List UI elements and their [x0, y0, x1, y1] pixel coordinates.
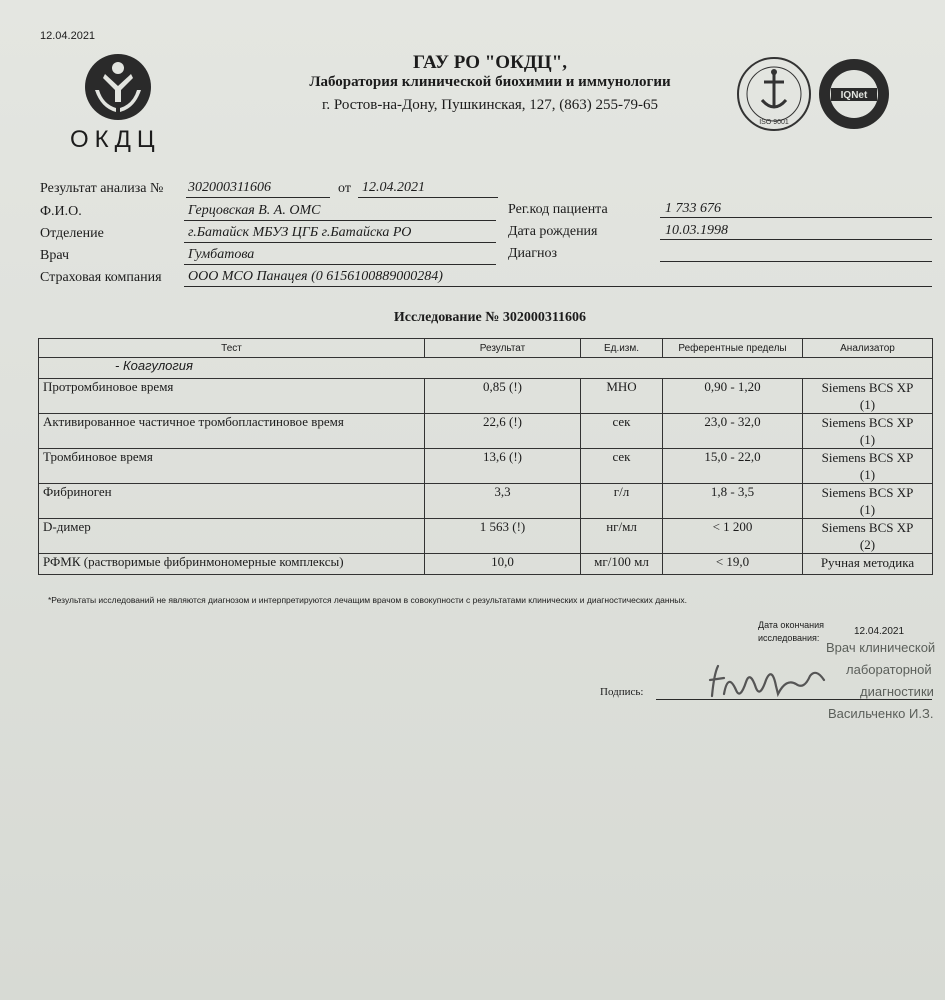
completion-date-label: Дата окончания исследования: [758, 620, 825, 643]
reference-range-cell: 23,0 - 32,0 [663, 414, 803, 449]
column-header-reference: Референтные пределы [663, 339, 803, 358]
reference-range-cell: 0,90 - 1,20 [663, 379, 803, 414]
reference-range-cell: 15,0 - 22,0 [663, 449, 803, 484]
analyzer-name: Siemens BCS XP [821, 450, 914, 465]
column-header-analyzer: Анализатор [803, 339, 933, 358]
regcode-label: Рег.код пациента [508, 202, 608, 217]
unit-cell: г/л [581, 484, 663, 519]
result-cell: 10,0 [425, 554, 581, 575]
completion-date: 12.04.2021 [854, 626, 905, 637]
test-name-cell: Тромбиновое время [39, 449, 425, 484]
okdc-logo-text: ОКДЦ [70, 126, 161, 153]
analyzer-name: Siemens BCS XP [821, 520, 914, 535]
lab-name: Лаборатория клинической биохимии и иммунологии [309, 74, 671, 90]
analysis-date: 12.04.2021 [362, 180, 425, 195]
reference-range-cell: < 1 200 [663, 519, 803, 554]
underline [184, 242, 496, 243]
table-row [39, 414, 933, 449]
org-name: ГАУ РО "ОКДЦ", [412, 52, 568, 73]
diagnosis-label: Диагноз [508, 246, 558, 261]
unit-cell: сек [581, 414, 663, 449]
table-row [39, 449, 933, 484]
okdc-logo [64, 52, 174, 158]
table-row [39, 379, 933, 414]
underline [660, 217, 932, 218]
analyzer-note: (1) [859, 397, 876, 412]
fio-label: Ф.И.О. [40, 204, 82, 219]
underline [186, 197, 330, 198]
test-name-cell: Протромбиновое время [39, 379, 425, 414]
test-name-cell: D-димер [39, 519, 425, 554]
insurance-value: ООО МСО Панацея (0 6156100889000284) [188, 269, 443, 284]
test-name-cell: Активированное частичное тромбопластиновое время [39, 414, 425, 449]
analyzer-cell [803, 519, 933, 554]
analyzer-cell [803, 449, 933, 484]
analysis-number-label: Результат анализа № [40, 181, 164, 196]
analyzer-name: Siemens BCS XP [821, 485, 914, 500]
regcode-value: 1 733 676 [665, 201, 721, 216]
stamp-line: лабораторной [846, 662, 932, 677]
column-header-result: Результат [425, 339, 581, 358]
department-label: Отделение [40, 226, 104, 241]
result-cell: 1 563 (!) [425, 519, 581, 554]
analysis-date-label: от [338, 181, 351, 196]
birthdate-label: Дата рождения [508, 224, 598, 239]
analyzer-note: (1) [859, 502, 876, 517]
analyzer-cell [803, 554, 933, 575]
analyzer-note: (2) [859, 537, 876, 552]
table-row [39, 554, 933, 575]
analyzer-name: Siemens BCS XP [821, 415, 914, 430]
underline [184, 220, 496, 221]
fio-value: Герцовская В. А. ОМС [188, 203, 321, 218]
result-cell: 0,85 (!) [425, 379, 581, 414]
underline [184, 286, 932, 287]
underline [660, 239, 932, 240]
analyzer-cell [803, 379, 933, 414]
disclaimer-footnote: *Результаты исследований не являются диагнозом и интерпретируются лечащим врачом в совокупности с результатами клинических и диагностических данных. [48, 595, 687, 605]
signature-label: Подпись: [600, 686, 644, 698]
research-title: Исследование № 302000311606 [393, 310, 587, 325]
section-title: - Коагулогия [39, 358, 933, 379]
analyzer-note: (1) [859, 467, 876, 482]
results-table [38, 338, 933, 575]
department-value: г.Батайск МБУЗ ЦГБ г.Батайска РО [188, 225, 412, 240]
unit-cell: мг/100 мл [581, 554, 663, 575]
handwritten-signature [706, 660, 836, 702]
doctor-value: Гумбатова [188, 247, 255, 262]
iso-9001-seal-icon [736, 56, 812, 132]
table-header-row [39, 339, 933, 358]
underline [660, 261, 932, 262]
unit-cell: МНО [581, 379, 663, 414]
section-row [39, 358, 933, 379]
analysis-number: 302000311606 [188, 180, 271, 195]
underline [358, 197, 498, 198]
analyzer-cell [803, 414, 933, 449]
birthdate-value: 10.03.1998 [665, 223, 728, 238]
analyzer-name: Siemens BCS XP [821, 380, 914, 395]
reference-range-cell: < 19,0 [663, 554, 803, 575]
analyzer-cell [803, 484, 933, 519]
result-cell: 3,3 [425, 484, 581, 519]
table-row [39, 519, 933, 554]
stamp-line: Врач клинической [826, 640, 936, 655]
stamp-line: Васильченко И.З. [828, 706, 934, 721]
iso-seal-text: ISO 9001 [759, 119, 789, 126]
iqnet-seal-icon [818, 58, 890, 130]
column-header-test: Тест [39, 339, 425, 358]
column-header-unit: Ед.изм. [581, 339, 663, 358]
analyzer-name: Ручная методика [820, 555, 915, 570]
result-cell: 13,6 (!) [425, 449, 581, 484]
unit-cell: сек [581, 449, 663, 484]
result-cell: 22,6 (!) [425, 414, 581, 449]
iqnet-seal-text: IQNet [840, 90, 868, 101]
insurance-label: Страховая компания [40, 270, 162, 285]
okdc-logo-icon [83, 52, 153, 122]
underline [184, 264, 496, 265]
stamp-line: диагностики [860, 684, 934, 699]
test-name-cell: РФМК (растворимые фибринмономерные комплексы) [39, 554, 425, 575]
unit-cell: нг/мл [581, 519, 663, 554]
table-row [39, 484, 933, 519]
analyzer-note: (1) [859, 432, 876, 447]
print-date: 12.04.2021 [40, 30, 96, 42]
org-address: г. Ростов-на-Дону, Пушкинская, 127, (863) 255-79-65 [321, 97, 659, 113]
test-name-cell: Фибриноген [39, 484, 425, 519]
reference-range-cell: 1,8 - 3,5 [663, 484, 803, 519]
doctor-label: Врач [40, 248, 70, 263]
